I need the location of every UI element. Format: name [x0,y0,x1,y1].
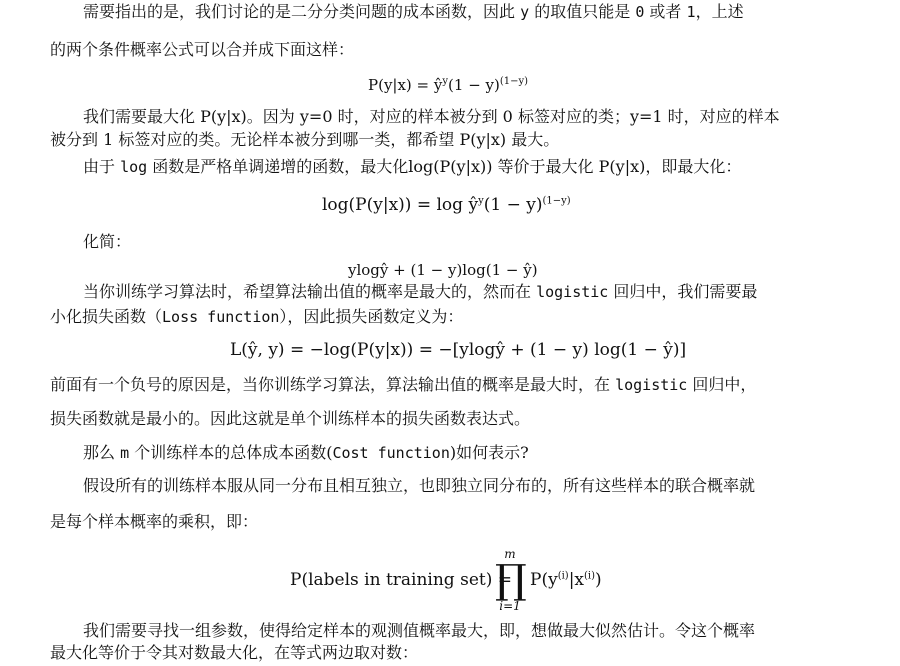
text: 当你训练学习算法时，希望算法输出值的概率是最大的，然而在 [83,282,537,301]
paragraph-2-line-1: 我们需要最大化 P(y|x)。因为 y=0 时，对应的样本被分到 0 标签对应的类；y=1 时，对应的样本 [83,107,780,126]
eq-sup: y [442,76,449,87]
eq-text: (1 − y) [448,76,500,94]
paragraph-5-line-2 [50,305,463,329]
text: 等价于最大化 P(y|x)，即最大化： [492,157,742,176]
paragraph-7 [83,441,529,465]
text: )如何表示? [449,443,529,462]
text: y [520,3,530,21]
paragraph-5-line-1 [83,280,757,304]
text: 由于 [83,157,121,176]
equation-5-lhs: P(labels in training set) = [290,570,512,590]
prod-lower-limit: i=1 [499,599,521,613]
eq-text: log(P(y|x)) = log ŷ [322,195,479,215]
eq-text: ) [595,570,602,590]
text: log(P(y|x)) [408,157,493,176]
prod-symbol: ∏ [495,557,527,603]
text: 回归中， [687,375,757,394]
equation-5-rhs [530,567,602,593]
text: 需要指出的是，我们讨论的是二分分类问题的成本函数，因此 [83,2,521,21]
text: 个训练样本的总体成本函数( [129,443,333,462]
equation-4: L(ŷ, y) = −log(P(y|x)) = −[ylogŷ + (1 − y) log(1 − ŷ)] [230,340,687,360]
text: 函数是严格单调递增的函数，最大化 [147,157,409,176]
equation-1 [368,72,528,98]
text: 小化损失函数（ [50,307,163,326]
text: logistic [615,376,688,394]
text: Cost function [332,444,450,462]
eq-text: P(y|x) = ŷ [368,76,443,94]
text: ，上述 [695,2,744,21]
paragraph-6-line-1 [50,373,756,397]
eq-text: |x [568,570,585,590]
eq-sup: (i) [557,570,569,582]
eq-text: P(y [530,570,558,590]
text: 或者 [644,2,687,21]
paragraph-4: 化简： [83,232,132,251]
text: 0 [635,3,645,21]
text: m [120,444,130,462]
eq-sup: (1−y) [542,195,571,207]
prod-upper-limit: m [504,547,516,561]
text: log [120,158,148,176]
paragraph-1-line-1 [83,0,744,24]
equation-3: ylogŷ + (1 − y)log(1 − ŷ) [348,261,538,279]
text: 1 [686,3,696,21]
product-operator [495,548,525,612]
equation-2 [322,192,571,218]
text: 回归中，我们需要最 [608,282,758,301]
paragraph-1-line-2: 的两个条件概率公式可以合并成下面这样： [50,40,355,59]
text: 的取值只能是 [529,2,636,21]
paragraph-2-line-2: 被分到 1 标签对应的类。无论样本被分到哪一类，都希望 P(y|x) 最大。 [50,130,560,149]
eq-sup: y [478,195,484,207]
text: 前面有一个负号的原因是，当你训练学习算法，算法输出值的概率是最大时，在 [50,375,616,394]
text: 那么 [83,443,121,462]
paragraph-8-line-2: 是每个样本概率的乘积，即： [50,512,259,531]
text: ），因此损失函数定义为： [279,307,464,326]
paragraph-6-line-2: 损失函数就是最小的。因此这就是单个训练样本的损失函数表达式。 [50,409,531,428]
eq-text: (1 − y) [483,195,543,215]
paragraph-3 [83,155,741,179]
paragraph-9-line-1: 我们需要寻找一组参数，使得给定样本的观测值概率最大，即，想做最大似然估计。令这个概率 [83,621,756,640]
paragraph-8-line-1: 假设所有的训练样本服从同一分布且相互独立，也即独立同分布的，所有这些样本的联合概率就 [83,476,756,495]
eq-sup: (i) [584,570,596,582]
text: Loss function [162,308,280,326]
paragraph-9-line-2: 最大化等价于令其对数最大化，在等式两边取对数： [50,643,419,662]
text: logistic [536,283,609,301]
eq-sup: (1−y) [499,76,529,87]
